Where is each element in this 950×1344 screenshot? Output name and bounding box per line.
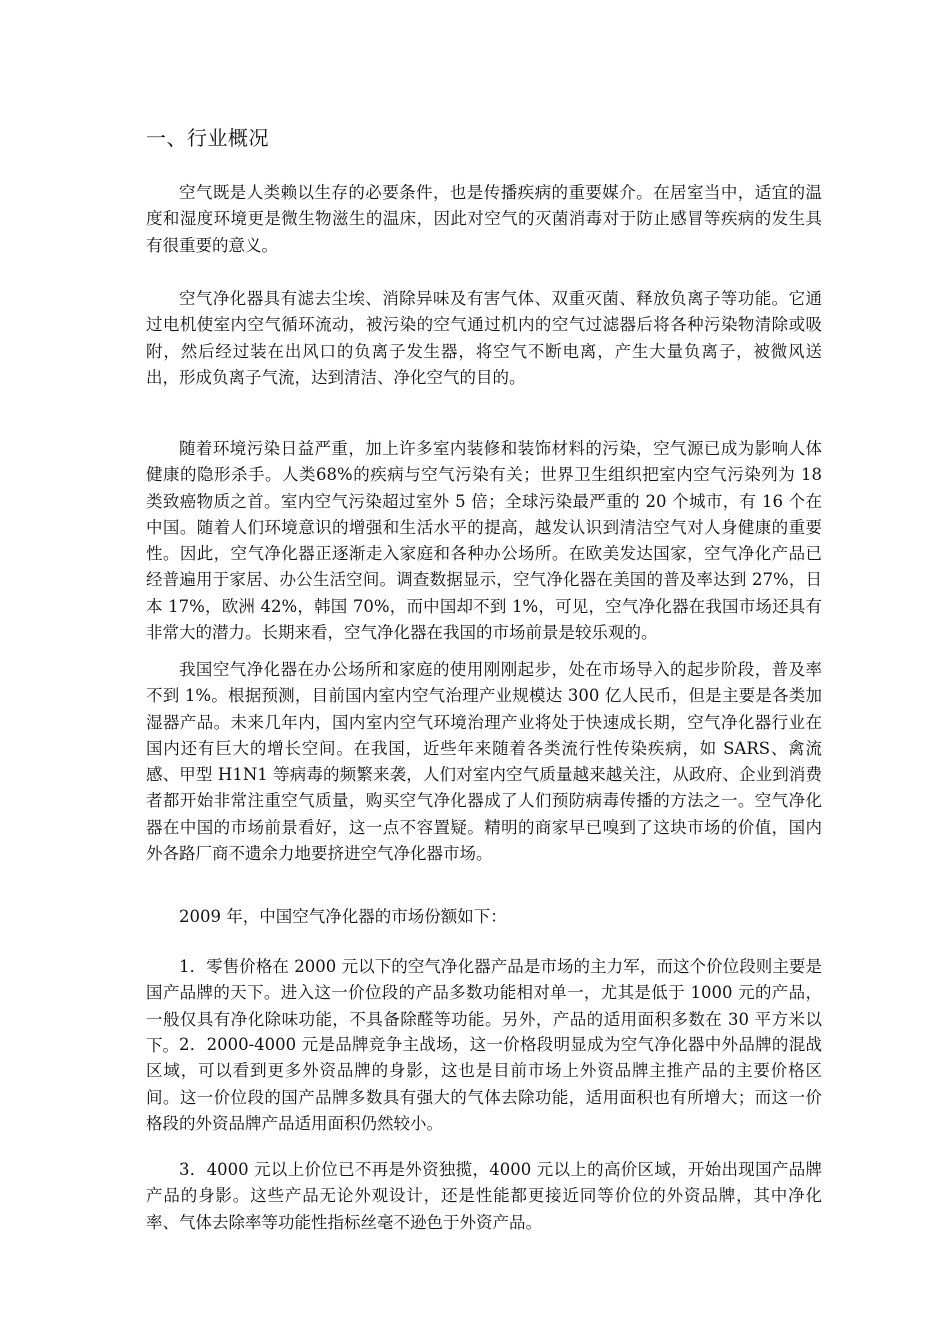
- list-item-price-tier-2: 2．2000-4000 元是品牌竞争主战场，这一价格段明显成为空气净化器中外品牌的混战区域，可以看到更多外资品牌的身影，这也是目前市场上外资品牌主推产品的主要价格区间。这一价位段的国产品牌多数具有强大的气体去除功能，适用面积也有所增大；而这一价格段的外资品牌产品适用面积仍然较小。: [146, 1035, 822, 1133]
- paragraph-pollution: 随着环境污染日益严重，加上许多室内装修和装饰材料的污染，空气源已成为影响人体健康的隐形杀手。人类68%的疾病与空气污染有关；世界卫生组织把室内空气污染列为 18 类致癌物质之首。室内空气污染超过室外 5 倍；全球污染最严重的 20 个城市，有 16 个在中国。随着人们环境意识的增强和生活水平的提高，越发认识到清洁空气对人身健康的重要性。因此，空气净化器正逐渐走入家庭和各种办公场所。在欧美发达国家，空气净化产品已经普遍用于家居、办公生活空间。调查数据显示，空气净化器在美国的普及率达到 27%，日本 17%，欧洲 42%，韩国 70%，而中国却不到 1%，可见，空气净化器在我国市场还具有非常大的潜力。长期来看，空气净化器在我国的市场前景是较乐观的。: [146, 439, 822, 643]
- paragraph-market-china: 我国空气净化器在办公场所和家庭的使用刚刚起步，处在市场导入的起步阶段，普及率不到 1%。根据预测，目前国内室内空气治理产业规模达 300 亿人民币，但是主要是各类加湿器产品。未来几年内，国内室内空气环境治理产业将处于快速成长期，空气净化器行业在国内还有巨大的增长空间。在我国，近些年来随着各类流行性传染疾病，如 SARS、禽流感、甲型 H1N1 等病毒的频繁来袭，人们对室内空气质量越来越关注，从政府、企业到消费者都开始非常注重空气质量，购买空气净化器成了人们预防病毒传播的方法之一。空气净化器在中国的市场前景看好，这一点不容置疑。精明的商家早已嗅到了这块市场的价值，国内外各路厂商不遗余力地要挤进空气净化器市场。: [146, 660, 822, 864]
- paragraph-market-share-intro: 2009 年，中国空气净化器的市场份额如下：: [179, 907, 507, 926]
- paragraph-intro: 空气既是人类赖以生存的必要条件，也是传播疾病的重要媒介。在居室当中，适宜的温度和湿度环境更是微生物滋生的温床，因此对空气的灭菌消毒对于防止感冒等疾病的发生具有很重要的意义。: [146, 183, 822, 255]
- section-heading: 一、行业概况: [146, 126, 269, 150]
- list-item-price-tier-3: 3．4000 元以上价位已不再是外资独揽，4000 元以上的高价区域，开始出现国产品牌产品的身影。这些产品无论外观设计，还是性能都更接近同等价位的外资品牌，其中净化率、气体去除率等功能性指标丝毫不逊色于外资产品。: [146, 1160, 822, 1232]
- list-item-price-tier-1: 1．零售价格在 2000 元以下的空气净化器产品是市场的主力军，而这个价位段则主要是国产品牌的天下。进入这一价位段的产品多数功能相对单一，尤其是低于 1000 元的产品，一般仅具有净化除味功能，不具备除醛等功能。另外，产品的适用面积多数在 30 平方米以下。: [146, 957, 822, 1055]
- paragraph-function: 空气净化器具有滤去尘埃、消除异味及有害气体、双重灭菌、释放负离子等功能。它通过电机使室内空气循环流动，被污染的空气通过机内的空气过滤器后将各种污染物清除或吸附，然后经过装在出风口的负离子发生器，将空气不断电离，产生大量负离子，被微风送出，形成负离子气流，达到清洁、净化空气的目的。: [146, 289, 822, 387]
